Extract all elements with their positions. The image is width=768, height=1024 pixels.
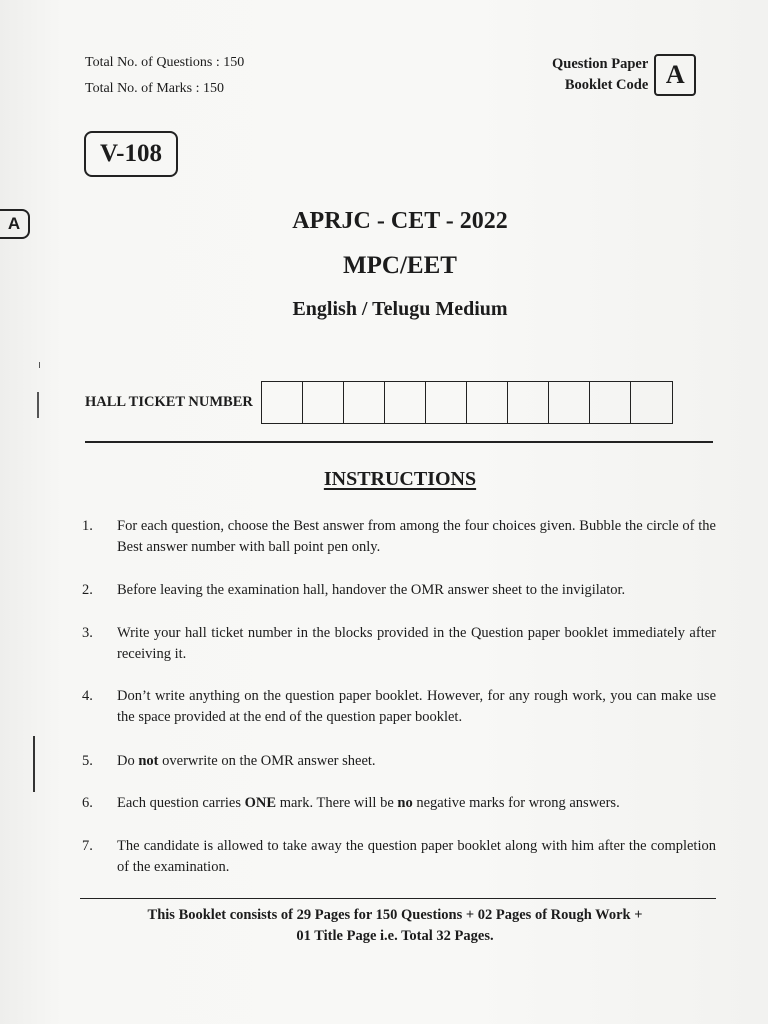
instruction-text [117, 793, 716, 814]
booklet-code-box: A [654, 54, 696, 96]
instruction-text-part: no [397, 795, 413, 811]
instruction-text-part: Before leaving the examination hall, handover the OMR answer sheet to the invigilator. [117, 582, 626, 598]
margin-scratch-mark [37, 392, 39, 418]
exam-stream: MPC/EET [343, 252, 457, 279]
divider-thick [85, 441, 713, 443]
hall-ticket-box [385, 382, 426, 423]
exam-medium: English / Telugu Medium [292, 298, 508, 320]
total-questions: Total No. of Questions : 150 [85, 55, 245, 70]
instruction-text [117, 686, 716, 728]
series-number-box: V-108 [84, 131, 178, 177]
instruction-text-part: ONE [244, 795, 277, 811]
margin-scratch-mark [39, 362, 40, 368]
instruction-item [80, 516, 716, 558]
instruction-text-part: mark. There will be [276, 795, 398, 811]
hall-ticket-row [85, 380, 673, 424]
instruction-number: 4. [82, 688, 93, 704]
hall-ticket-box [549, 382, 590, 423]
instruction-text-part: Write your hall ticket number in the blocks provided in the Question paper booklet immediately after receiving it. [117, 625, 716, 662]
exam-title: APRJC - CET - 2022 [292, 208, 508, 234]
margin-scratch-mark [33, 736, 35, 792]
instruction-item [80, 580, 716, 601]
hall-ticket-box [262, 382, 303, 423]
footer-line-1: This Booklet consists of 29 Pages for 150 Questions + 02 Pages of Rough Work + [147, 907, 643, 923]
hall-ticket-box [590, 382, 631, 423]
instruction-text-part: The candidate is allowed to take away the question paper booklet along with him after the completion of the examination. [117, 838, 716, 875]
hall-ticket-box [631, 382, 672, 423]
hall-ticket-box [344, 382, 385, 423]
instructions-heading: INSTRUCTIONS [323, 468, 477, 490]
instruction-text-part: For each question, choose the Best answer from among the four choices given. Bubble the circle of the Best answer number with ball point pen only. [117, 518, 716, 555]
instruction-text [117, 836, 716, 878]
booklet-code-label: Question Paper Booklet Code [552, 56, 649, 93]
instruction-item [80, 751, 716, 772]
instruction-item [80, 623, 716, 665]
instruction-text [117, 516, 716, 558]
instruction-text-part: Don’t write anything on the question paper booklet. However, for any rough work, you can make use the space provided at the end of the question paper booklet. [117, 688, 716, 725]
exam-meta [85, 50, 244, 102]
instruction-number: 1. [82, 518, 93, 534]
side-code-mark: A [0, 209, 30, 239]
instruction-text-part: Each question carries [117, 795, 245, 811]
hall-ticket-box [303, 382, 344, 423]
hall-ticket-box [467, 382, 508, 423]
hall-ticket-label: HALL TICKET NUMBER [85, 393, 253, 410]
instruction-text-part: Do [117, 753, 139, 769]
instruction-number: 7. [82, 838, 93, 854]
instruction-number: 6. [82, 795, 93, 811]
instruction-item [80, 686, 716, 728]
instruction-number: 2. [82, 582, 93, 598]
instruction-text [117, 623, 716, 665]
footer-line-2: 01 Title Page i.e. Total 32 Pages. [296, 928, 494, 944]
hall-ticket-box [426, 382, 467, 423]
instruction-text [117, 580, 716, 601]
instruction-text-part: not [138, 753, 159, 769]
hall-ticket-box [508, 382, 549, 423]
total-marks: Total No. of Marks : 150 [85, 81, 225, 96]
instruction-number: 3. [82, 625, 93, 641]
booklet-code-block [552, 54, 696, 96]
instruction-item [80, 793, 716, 814]
instruction-number: 5. [82, 753, 93, 769]
instruction-text [117, 751, 716, 772]
hall-ticket-boxes [261, 381, 673, 424]
instruction-item [80, 836, 716, 878]
booklet-footer-note [90, 905, 700, 947]
divider-bottom [80, 898, 716, 899]
instruction-text-part: negative marks for wrong answers. [412, 795, 620, 811]
instruction-text-part: overwrite on the OMR answer sheet. [158, 753, 376, 769]
